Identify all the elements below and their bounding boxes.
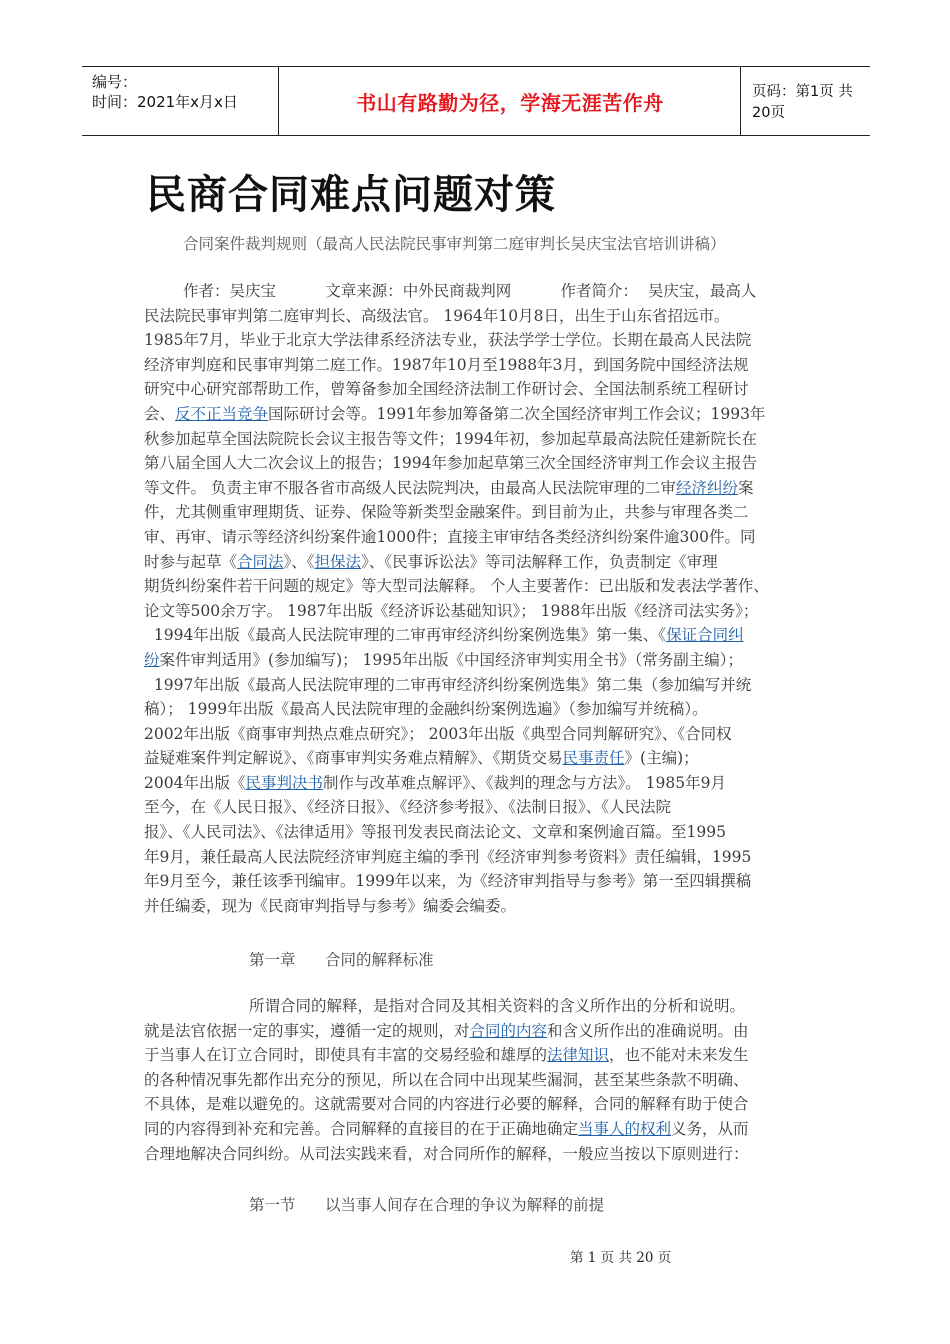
bio-line: 年9月至今，兼任该季刊编审。1999年以来，为《经济审判指导与参考》第一至四辑撰稿: [144, 872, 752, 891]
para-text: 于当事人在订立合同时，即使具有丰富的交易经验和雄厚的: [144, 1046, 548, 1065]
link-guarantee-law[interactable]: 担保法: [314, 552, 362, 571]
document-subtitle: 合同案件裁判规则（最高人民法院民事审判第二庭审判长吴庆宝法官培训讲稿）: [183, 235, 726, 253]
bio-line: 稿）； 1999年出版《最高人民法院审理的金融纠纷案例选遍》（参加编写并统稿）。: [144, 700, 708, 719]
link-contract-content[interactable]: 合同的内容: [469, 1021, 548, 1040]
bio-text: 2004年出版《: [144, 773, 246, 792]
bio-line: [144, 746, 810, 771]
bio-line: [144, 476, 810, 501]
header-motto: 书山有路勤为径，学海无涯苦作舟: [280, 67, 741, 135]
header-page-info: 页码：第1页 共20页: [752, 84, 853, 121]
bio-text: 国际研讨会等。1991年参加筹备第二次全国经济审判工作会议；1993年: [268, 404, 766, 423]
para-text: ，也不能对未来发生: [609, 1046, 749, 1065]
bio-text: 案件审判适用》(参加编写)； 1995年出版《中国经济审判实用全书》（常务副主编）；: [159, 650, 743, 669]
page-footer: 第 1 页 共 20 页: [570, 1250, 672, 1266]
bio-line: [144, 648, 810, 673]
bio-text: 等文件。 负责主审不服各省市高级人民法院判决，由最高人民法院审理的二审: [144, 478, 676, 497]
bio-text: 》、《民事诉讼法》等司法解释工作，负责制定《审理: [361, 552, 718, 571]
bio-text: 会、: [144, 404, 176, 423]
bio-line: 至今，在《人民日报》、《经济日报》、《经济参考报》、《法制日报》、《人民法院: [144, 798, 672, 817]
bio-text: 案: [737, 478, 754, 497]
link-legal-knowledge[interactable]: 法律知识: [547, 1046, 610, 1065]
bio-text: 制作与改革难点解评》、《裁判的理念与方法》。 1985年9月: [322, 773, 726, 792]
para-text: 就是法官依据一定的事实，遵循一定的规则，对: [144, 1021, 470, 1040]
bio-line: 经济审判庭和民事审判第二庭工作。1987年10月至1988年3月，到国务院中国经济法规: [144, 355, 749, 374]
bio-line: 论文等500余万字。 1987年出版《经济诉讼基础知识》； 1988年出版《经济司法实务》；: [144, 601, 759, 620]
bio-line: 2002年出版《商事审判热点难点研究》； 2003年出版《典型合同判解研究》、《合同权: [144, 724, 732, 743]
para-line: 所谓合同的解释，是指对合同及其相关资料的含义所作出的分析和说明。: [249, 997, 746, 1015]
bio-line: 报》、《人民司法》、《法律适用》等报刊发表民商法论文、文章和案例逾百篇。至1995: [144, 823, 726, 842]
bio-line: 第八届全国人大二次会议上的报告；1994年参加起草第三次全国经济审判工作会议主报告: [144, 454, 757, 473]
bio-line: 民法院民事审判第二庭审判长、高级法官。 1964年10月8日，出生于山东省招远市。: [144, 306, 730, 325]
header-meta: [82, 67, 279, 135]
para-line: [144, 1043, 810, 1068]
link-guarantee-contract-dispute[interactable]: 保证合同纠: [666, 626, 744, 645]
bio-text: 》(主编)；: [624, 749, 699, 768]
bio-line: 期货纠纷案件若干问题的规定》等大型司法解释。 个人主要著作：已出版和发表法学著作、: [144, 577, 769, 596]
link-civil-liability[interactable]: 民事责任: [562, 749, 625, 768]
document-title: 民商合同难点问题对策: [146, 171, 556, 218]
section-heading: 第一节 以当事人间存在合理的争议为解释的前提: [249, 1196, 605, 1214]
para-text: 同的内容得到补充和完善。合同解释的直接目的在于正确地确定: [144, 1119, 579, 1138]
bio-line: [144, 550, 810, 575]
link-party-rights[interactable]: 当事人的权利: [578, 1119, 672, 1138]
bio-text: 1994年出版《最高人民法院审理的二审再审经济纠纷案例选集》第一集、《: [144, 626, 667, 645]
bio-line: 并任编委，现为《民商审判指导与参考》编委会编委。: [144, 896, 517, 915]
bio-line: 件，尤其侧重审理期货、证券、保险等新类型金融案件。到目前为止，共参与审理各类二: [144, 503, 749, 522]
link-economic-dispute[interactable]: 经济纠纷: [675, 478, 738, 497]
bio-line: 年9月，兼任最高人民法院经济审判庭主编的季刊《经济审判参考资料》责任编辑，1995: [144, 847, 752, 866]
link-anti-unfair-competition[interactable]: 反不正当竞争: [175, 404, 269, 423]
bio-line: 1985年7月，毕业于北京大学法律系经济法专业，获法学学士学位。长期在最高人民法院: [144, 331, 752, 350]
header-number: 编号：: [92, 73, 138, 91]
interpretation-paragraph: [144, 994, 810, 1166]
para-text: 和含义所作出的准确说明。由: [547, 1021, 749, 1040]
para-line: 的各种情况事先都作出充分的预见，所以在合同中出现某些漏洞，甚至某些条款不明确、: [144, 1070, 749, 1089]
bio-text: 》、《: [283, 552, 315, 571]
para-line: [144, 1019, 810, 1044]
bio-text: 时参与起草《: [144, 552, 238, 571]
bio-line: 1997年出版《最高人民法院审理的二审再审经济纠纷案例选集》第二集（参加编写并统: [144, 675, 752, 694]
bio-line: 秋参加起草全国法院院长会议主报告等文件；1994年初，参加起草最高法院任建新院长在: [144, 429, 757, 448]
bio-line: 研究中心研究部帮助工作，曾筹备参加全国经济法制工作研讨会、全国法制系统工程研讨: [144, 380, 749, 399]
chapter-heading: 第一章 合同的解释标准: [249, 951, 434, 969]
bio-line: [144, 623, 810, 648]
link-guarantee-contract-dispute-cont[interactable]: 纷: [144, 650, 160, 669]
link-contract-law[interactable]: 合同法: [237, 552, 284, 571]
header-time: 时间：2021年x月x日: [92, 93, 238, 111]
para-line: [144, 1117, 810, 1142]
link-civil-judgment[interactable]: 民事判决书: [245, 773, 323, 792]
para-line: 合理地解决合同纠纷。从司法实践来看，对合同所作的解释，一般应当按以下原则进行：: [144, 1144, 749, 1163]
bio-line: [144, 402, 810, 427]
bio-line: [144, 771, 810, 796]
bio-line: 作者：吴庆宝 文章来源：中外民商裁判网 作者简介： 吴庆宝，最高人: [183, 282, 757, 300]
author-bio: [144, 279, 810, 918]
bio-text: 益疑难案件判定解说》、《商事审判实务难点精解》、《期货交易: [144, 749, 563, 768]
para-line: 不具体，是难以避免的。这就需要对合同的内容进行必要的解释，合同的解释有助于使合: [144, 1095, 749, 1114]
bio-line: 审、再审、请示等经济纠纷案件逾1000件；直接主审审结各类经济纠纷案件逾300件。同: [144, 527, 756, 546]
page-header: [82, 66, 870, 136]
para-text: 义务，从而: [671, 1119, 749, 1138]
